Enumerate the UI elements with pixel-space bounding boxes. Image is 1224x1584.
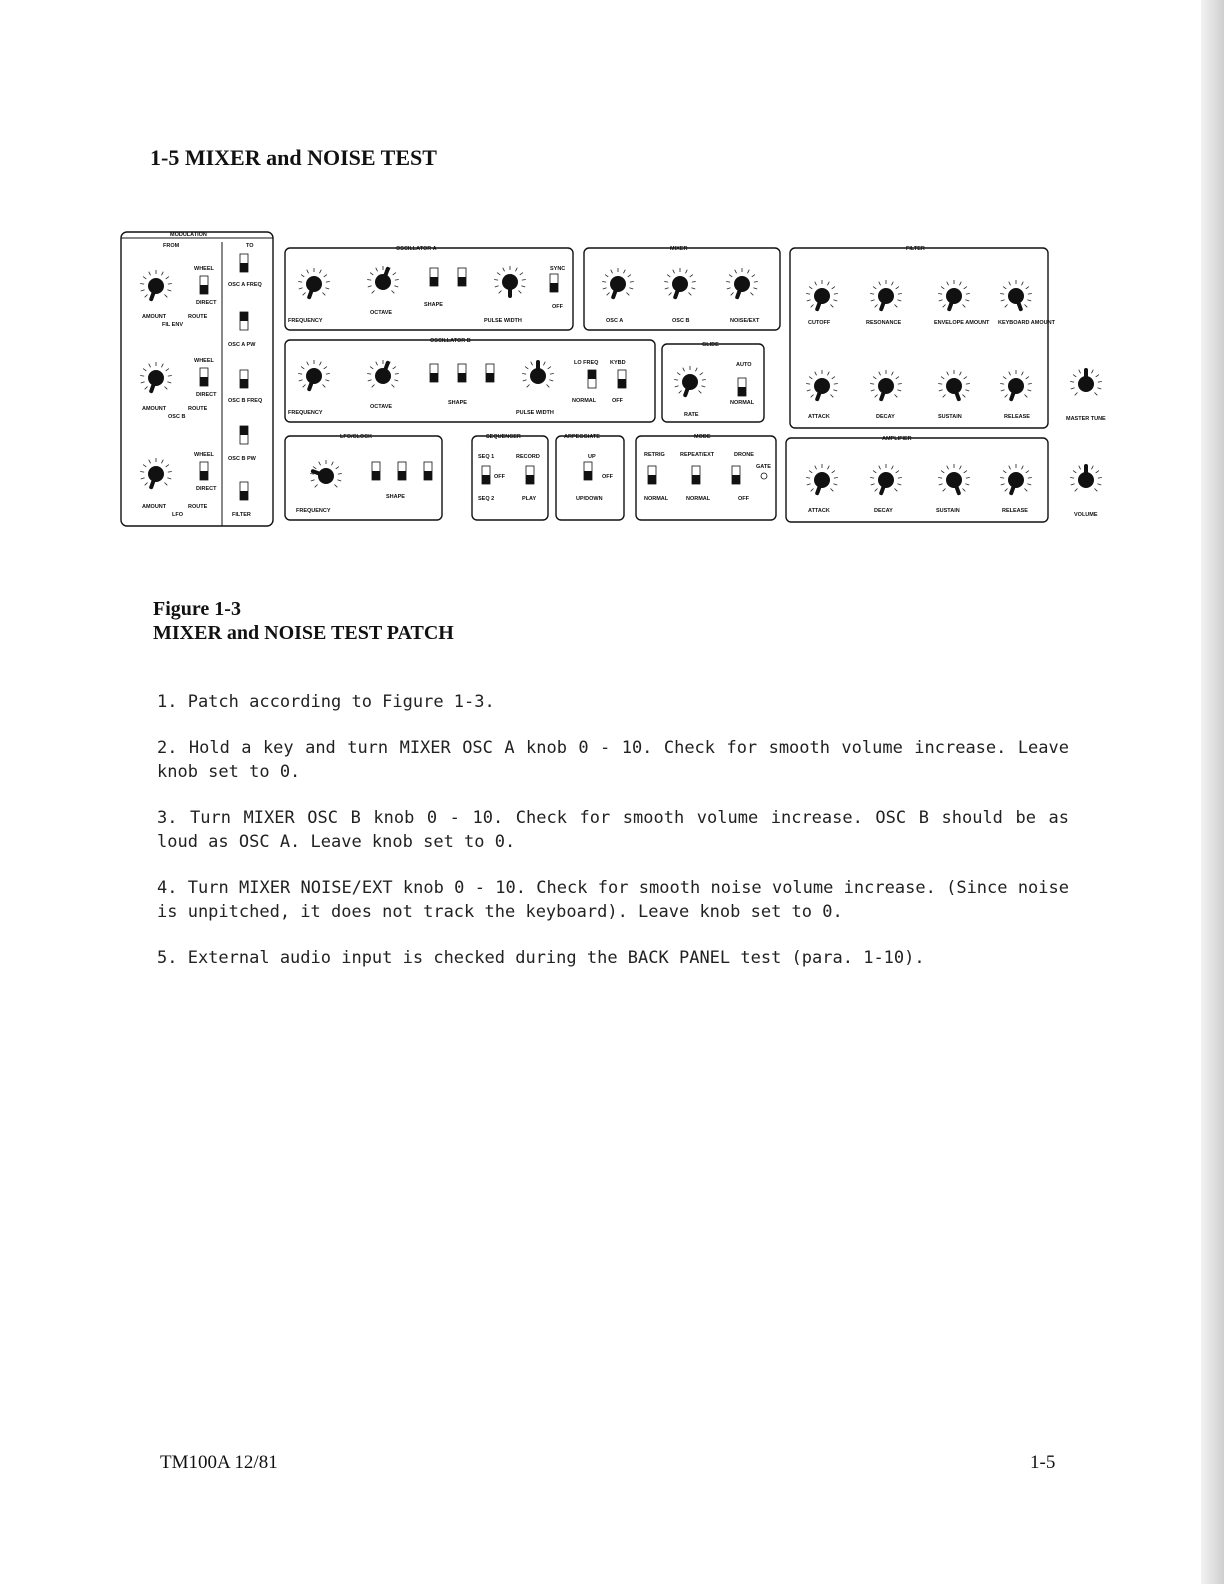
seq-record-play-switch xyxy=(526,466,534,484)
amp-decay-knob xyxy=(870,464,902,493)
dest-osc-a-pw-label: OSC A PW xyxy=(228,342,256,348)
mode-section xyxy=(636,434,776,520)
mod-fil-env-amount-knob xyxy=(140,270,172,299)
lfo-saw-switch xyxy=(372,462,380,480)
filter-sustain-knob xyxy=(938,370,970,399)
osc-a-octave-label: OCTAVE xyxy=(370,310,393,316)
mod-lfo-amount-knob xyxy=(140,458,172,487)
figure-number: Figure 1-3 xyxy=(153,598,241,620)
mode-drone-label: DRONE xyxy=(734,452,754,458)
osc-a-octave-knob xyxy=(367,266,399,293)
osc-a-sync-off-label: OFF xyxy=(552,304,563,310)
osc-a-pulse-width-label: PULSE WIDTH xyxy=(484,318,522,324)
filter-resonance-label: RESONANCE xyxy=(866,320,902,326)
mixer-osc-b-knob xyxy=(664,268,696,297)
mod-dest-switch xyxy=(240,482,248,500)
mode-gate-label: GATE xyxy=(756,464,771,470)
osc-b-normal-label: NORMAL xyxy=(572,398,597,404)
mod-osc-b-source-switch xyxy=(200,368,208,386)
amp-sustain-knob xyxy=(938,464,970,493)
lfo-frequency-label: FREQUENCY xyxy=(296,508,331,514)
synth-panel-diagram xyxy=(118,226,1108,538)
mod-osc-b-label: OSC B xyxy=(168,414,186,420)
osc-a-sync-label: SYNC xyxy=(550,266,566,272)
seq1-label: SEQ 1 xyxy=(478,454,495,460)
modulation-title: MODULATION xyxy=(170,232,207,238)
mode-normal-2-label: NORMAL xyxy=(686,496,711,502)
footer-doc-id: TM100A 12/81 xyxy=(160,1452,278,1473)
filter-release-knob xyxy=(1000,370,1032,399)
modulation-from-label: FROM xyxy=(163,243,180,249)
osc-b-kybd-switch xyxy=(618,370,626,388)
dest-osc-b-pw-label: OSC B PW xyxy=(228,456,256,462)
arp-up-label: UP xyxy=(588,454,596,460)
osc-b-shape-label: SHAPE xyxy=(448,400,467,406)
step-item: 3. Turn MIXER OSC B knob 0 - 10. Check for smooth volume increase. OSC B should be as loud as OSC A. Leave knob set to 0. xyxy=(157,808,1069,852)
volume-label: VOLUME xyxy=(1074,512,1098,518)
osc-a-frequency-knob xyxy=(298,268,330,297)
volume-knob xyxy=(1070,464,1102,491)
mod-lfo-source-switch xyxy=(200,462,208,480)
mode-title: MODE xyxy=(694,434,711,440)
step-item: 4. Turn MIXER NOISE/EXT knob 0 - 10. Check for smooth noise volume increase. (Since noise is unpitched, it does not track the keyboard). Leave knob set to 0. xyxy=(157,878,1069,922)
footer-page-number: 1-5 xyxy=(1030,1452,1056,1473)
modulation-to-label: TO xyxy=(246,243,254,249)
mod-dest-switch xyxy=(240,370,248,388)
amp-attack-label: ATTACK xyxy=(808,508,830,514)
filter-attack-knob xyxy=(806,370,838,399)
mod-lfo-route-label: ROUTE xyxy=(188,504,208,510)
filter-section xyxy=(790,246,1056,428)
arp-updown-label: UP/DOWN xyxy=(576,496,603,502)
mod-lfo-direct-label: DIRECT xyxy=(196,486,217,492)
filter-decay-knob xyxy=(870,370,902,399)
mode-repeat-ext-label: REPEAT/EXT xyxy=(680,452,715,458)
mixer-title: MIXER xyxy=(670,246,688,252)
step-item: 1. Patch according to Figure 1-3. xyxy=(157,692,495,712)
mod-fil-env-route-label: ROUTE xyxy=(188,314,208,320)
lfo-frequency-knob xyxy=(310,460,342,487)
osc-a-saw-switch xyxy=(430,268,438,286)
glide-rate-label: RATE xyxy=(684,412,699,418)
glide-normal-label: NORMAL xyxy=(730,400,755,406)
dest-osc-b-freq-label: OSC B FREQ xyxy=(228,398,263,404)
lfo-title: LFO/CLOCK xyxy=(340,434,373,440)
mode-drone-switch xyxy=(732,466,740,484)
lfo-clock-section xyxy=(285,434,442,520)
mod-dest-switch xyxy=(240,426,248,444)
mod-dest-switch xyxy=(240,254,248,272)
glide-title: GLIDE xyxy=(702,342,719,348)
amplifier-title: AMPLIFIER xyxy=(882,436,912,442)
mod-fil-env-amount-label: AMOUNT xyxy=(142,314,167,320)
osc-a-frequency-label: FREQUENCY xyxy=(288,318,323,324)
osc-b-title: OSCILLATOR B xyxy=(430,338,471,344)
mode-off-label: OFF xyxy=(738,496,749,502)
mod-dest-switch xyxy=(240,312,248,330)
filter-sustain-label: SUSTAIN xyxy=(938,414,962,420)
modulation-section xyxy=(121,232,273,526)
osc-b-off-label: OFF xyxy=(612,398,623,404)
filter-cutoff-knob xyxy=(806,280,838,309)
osc-a-pulse-width-knob xyxy=(494,266,526,296)
glide-auto-label: AUTO xyxy=(736,362,752,368)
osc-b-lo-freq-switch xyxy=(588,370,596,388)
dest-filter-label: FILTER xyxy=(232,512,251,518)
lfo-shape-label: SHAPE xyxy=(386,494,405,500)
filter-title: FILTER xyxy=(906,246,925,252)
amp-release-label: RELEASE xyxy=(1002,508,1028,514)
mod-lfo-wheel-label: WHEEL xyxy=(194,452,214,458)
mixer-noise-ext-knob xyxy=(726,268,758,297)
amp-release-knob xyxy=(1000,464,1032,493)
arpeggiate-title: ARPEGGIATE xyxy=(564,434,600,440)
osc-a-shape-label: SHAPE xyxy=(424,302,443,308)
play-label: PLAY xyxy=(522,496,537,502)
seq-select-switch xyxy=(482,466,490,484)
section-heading: 1-5 MIXER and NOISE TEST xyxy=(150,145,437,170)
dest-osc-a-freq-label: OSC A FREQ xyxy=(228,282,262,288)
mod-osc-b-amount-knob xyxy=(140,362,172,391)
filter-envelope-amount-label: ENVELOPE AMOUNT xyxy=(934,320,990,326)
master-tune-label: MASTER TUNE xyxy=(1066,416,1106,422)
osc-b-octave-knob xyxy=(367,360,399,387)
lfo-tri-switch xyxy=(398,462,406,480)
arp-off-label: OFF xyxy=(602,474,613,480)
mod-fil-env-label: FIL ENV xyxy=(162,322,183,328)
master-tune-knob xyxy=(1070,368,1102,395)
test-steps-list xyxy=(157,690,1069,992)
seq-off-label: OFF xyxy=(494,474,505,480)
mod-fil-env-direct-label: DIRECT xyxy=(196,300,217,306)
mode-retrig-switch xyxy=(648,466,656,484)
filter-decay-label: DECAY xyxy=(876,414,895,420)
mod-lfo-label: LFO xyxy=(172,512,183,518)
sequencer-title: SEQUENCER xyxy=(486,434,521,440)
mod-osc-b-wheel-label: WHEEL xyxy=(194,358,214,364)
gate-led xyxy=(761,473,767,479)
osc-b-pulse-width-knob xyxy=(522,360,554,387)
mod-osc-b-amount-label: AMOUNT xyxy=(142,406,167,412)
osc-a-sync-switch xyxy=(550,274,558,292)
lfo-square-switch xyxy=(424,462,432,480)
osc-b-frequency-knob xyxy=(298,360,330,389)
step-item: 5. External audio input is checked during the BACK PANEL test (para. 1-10). xyxy=(157,948,925,968)
mixer-osc-b-label: OSC B xyxy=(672,318,690,324)
oscillator-b-section xyxy=(285,338,655,422)
mod-osc-b-route-label: ROUTE xyxy=(188,406,208,412)
filter-keyboard-amount-knob xyxy=(1000,280,1032,309)
amp-decay-label: DECAY xyxy=(874,508,893,514)
mixer-noise-ext-label: NOISE/EXT xyxy=(730,318,760,324)
mod-osc-b-direct-label: DIRECT xyxy=(196,392,217,398)
arp-switch xyxy=(584,462,592,480)
osc-b-pulse-switch xyxy=(486,364,494,382)
figure-caption xyxy=(153,597,454,645)
step-item: 2. Hold a key and turn MIXER OSC A knob 0 - 10. Check for smooth volume increase. Leave knob set to 0. xyxy=(157,738,1069,782)
filter-resonance-knob xyxy=(870,280,902,309)
osc-a-pulse-switch xyxy=(458,268,466,286)
osc-b-saw-switch xyxy=(430,364,438,382)
glide-rate-knob xyxy=(674,366,706,395)
osc-b-lo-freq-label: LO FREQ xyxy=(574,360,599,366)
osc-b-pulse-width-label: PULSE WIDTH xyxy=(516,410,554,416)
osc-a-title: OSCILLATOR A xyxy=(396,246,437,252)
mixer-osc-a-label: OSC A xyxy=(606,318,624,324)
mode-retrig-label: RETRIG xyxy=(644,452,665,458)
filter-keyboard-amount-label: KEYBOARD AMOUNT xyxy=(998,320,1055,326)
glide-auto-switch xyxy=(738,378,746,396)
glide-section xyxy=(662,342,764,422)
osc-b-octave-label: OCTAVE xyxy=(370,404,393,410)
filter-cutoff-label: CUTOFF xyxy=(808,320,831,326)
mod-fil-env-wheel-label: WHEEL xyxy=(194,266,214,272)
amp-attack-knob xyxy=(806,464,838,493)
filter-attack-label: ATTACK xyxy=(808,414,830,420)
page-edge-shadow xyxy=(1201,0,1224,1584)
mode-normal-1-label: NORMAL xyxy=(644,496,669,502)
mode-repeat-switch xyxy=(692,466,700,484)
seq2-label: SEQ 2 xyxy=(478,496,495,502)
mod-lfo-amount-label: AMOUNT xyxy=(142,504,167,510)
amp-sustain-label: SUSTAIN xyxy=(936,508,960,514)
filter-release-label: RELEASE xyxy=(1004,414,1030,420)
figure-title: MIXER and NOISE TEST PATCH xyxy=(153,622,454,644)
switches-layer xyxy=(200,254,746,500)
mod-fil-env-source-switch xyxy=(200,276,208,294)
filter-envelope-amount-knob xyxy=(938,280,970,309)
record-label: RECORD xyxy=(516,454,540,460)
osc-b-kybd-label: KYBD xyxy=(610,360,626,366)
osc-b-tri-switch xyxy=(458,364,466,382)
oscillator-a-section xyxy=(285,246,573,330)
osc-b-frequency-label: FREQUENCY xyxy=(288,410,323,416)
mixer-osc-a-knob xyxy=(602,268,634,297)
